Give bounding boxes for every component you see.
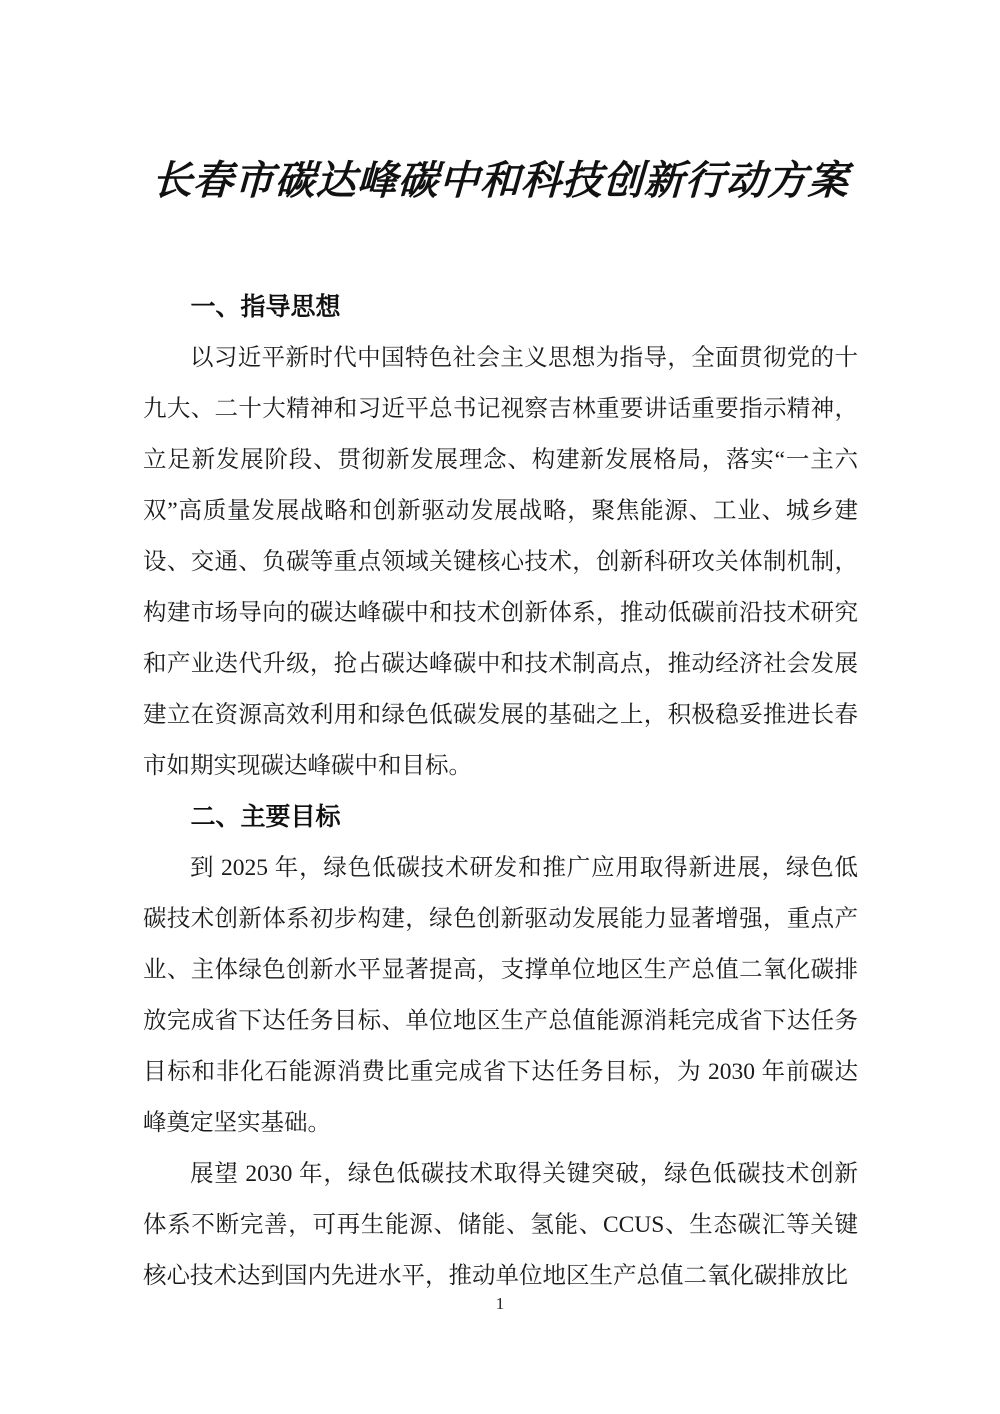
section-heading-main-goals: 二、主要目标 (190, 803, 341, 831)
section-heading-guiding-ideology: 一、指导思想 (190, 293, 341, 321)
paragraph-goals-2025: 到 2025 年，绿色低碳技术研发和推广应用取得新进展，绿色低碳技术创新体系初步构建，绿色创新驱动发展能力显著增强，重点产业、主体绿色创新水平显著提高，支撑单位地区生产总值二氧化碳排放完成省下达任务目标、单位地区生产总值能源消耗完成省下达任务目标和非化石能源消费比重完成省下达任务目标，为 2030 年前碳达峰奠定坚实基础。 (143, 855, 858, 1136)
paragraph-goals-2030: 展望 2030 年，绿色低碳技术取得关键突破，绿色低碳技术创新体系不断完善，可再生能源、储能、氢能、CCUS、生态碳汇等关键核心技术达到国内先进水平，推动单位地区生产总值二氧化碳排放比 (143, 1161, 858, 1289)
paragraph-guiding-ideology: 以习近平新时代中国特色社会主义思想为指导，全面贯彻党的十九大、二十大精神和习近平总书记视察吉林重要讲话重要指示精神，立足新发展阶段、贯彻新发展理念、构建新发展格局，落实“一主六双”高质量发展战略和创新驱动发展战略，聚焦能源、工业、城乡建设、交通、负碳等重点领域关键核心技术，创新科研攻关体制机制，构建市场导向的碳达峰碳中和技术创新体系，推动低碳前沿技术研究和产业迭代升级，抢占碳达峰碳中和技术制高点，推动经济社会发展建立在资源高效利用和绿色低碳发展的基础之上，积极稳妥推进长春市如期实现碳达峰碳中和目标。 (143, 345, 858, 779)
page-number: 1 (495, 1294, 505, 1313)
document-title: 长春市碳达峰碳中和科技创新行动方案 (151, 157, 850, 204)
document-content (143, 150, 858, 1302)
